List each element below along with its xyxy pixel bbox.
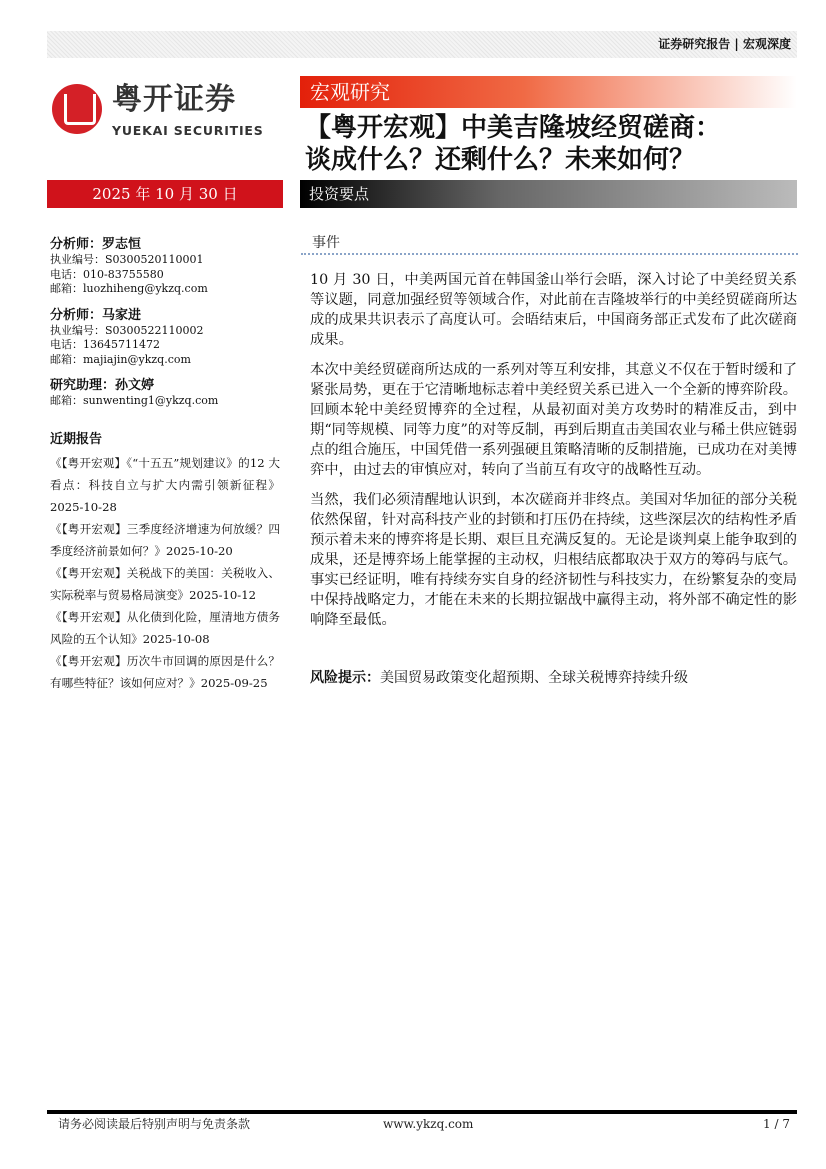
analyst-name: 分析师：罗志恒 xyxy=(50,237,142,252)
analyst-card xyxy=(50,307,280,368)
risk-label: 风险提示： xyxy=(310,670,380,686)
risk-text: 美国贸易政策变化超预期、全球关税博弈持续升级 xyxy=(380,670,688,686)
key-points-bar: 投资要点 xyxy=(300,180,797,208)
analyst-name: 分析师：马家进 xyxy=(50,307,142,323)
analyst-id: 执业编号：S0300520110001 xyxy=(50,253,204,266)
company-logo xyxy=(52,82,284,142)
footer-disclaimer[interactable]: 请务必阅读最后特别声明与免责条款 xyxy=(58,1117,251,1131)
main-content xyxy=(310,234,797,688)
assistant-name: 研究助理：孙文婷 xyxy=(50,378,155,393)
analyst-card xyxy=(50,236,280,297)
logo-en: YUEKAI SECURITIES xyxy=(112,123,264,138)
analyst-id: 执业编号：S0300522110002 xyxy=(50,323,204,337)
title-line: 【粤开宏观】中美吉隆坡经贸磋商： xyxy=(305,113,722,143)
section-band xyxy=(300,76,797,108)
recent-reports-list xyxy=(50,452,280,694)
recent-report-item[interactable]: 《【粤开宏观】关税战下的美国：关税收入、实际税率与贸易格局演变》2025-10-12 xyxy=(50,565,280,602)
recent-report-item[interactable]: 《【粤开宏观】三季度经济增速为何放缓？四季度经济前景如何？》2025-10-20 xyxy=(50,521,280,558)
header-band xyxy=(47,31,797,58)
logo-cn: 粤开证券 xyxy=(112,82,236,117)
body-paragraph: 10 月 30 日，中美两国元首在韩国釜山举行会晤，深入讨论了中美经贸关系等议题，同意加强经贸等领域合作，对此前在吉隆坡举行的中美经贸磋商所达成的成果共识表示了高度认可。会晤结束后，中国商务部正式发布了此次磋商成果。 xyxy=(310,272,797,348)
title-line: 谈成什么？还剩什么？未来如何？ xyxy=(305,145,696,175)
logo-icon xyxy=(52,84,102,134)
recent-report-item[interactable]: 《【粤开宏观】《“十五五”规划建议》的12 大看点：科技自立与扩大内需引领新征程》2025-10-28 xyxy=(50,455,280,514)
body-paragraph: 当然，我们必须清醒地认识到，本次磋商并非终点。美国对华加征的部分关税依然保留，针对高科技产业的封锁和打压仍在持续，这些深层次的结构性矛盾预示着未来的博弈将是长期、艰巨且充满反复的。无论是谈判桌上能争取到的成果，还是博弈场上能掌握的主动权，归根结底都取决于双方的筹码与底气。事实已经证明，唯有持续夯实自身的经济韧性与科技实力，在纷繁复杂的变局中保持战略定力，才能在未来的长期拉锯战中赢得主动，将外部不确定性的影响降至最低。 xyxy=(310,492,797,628)
analyst-phone: 电话：010-83755580 xyxy=(50,267,164,281)
body-paragraph: 本次中美经贸磋商所达成的一系列对等互利安排，其意义不仅在于暂时缓和了紧张局势，更在于它清晰地标志着中美经贸关系已进入一个全新的博弈阶段。回顾本轮中美经贸博弈的全过程，从最初面对美方攻势时的精准反击，到中期“同等规模、同等力度”的对等反制，再到后期直击美国农业与稀土供应链弱点的组合施压，中国凭借一系列强硬且策略清晰的反制措施，已成功在对美博弈中，由过去的审慎应对，转向了当前互有攻守的战略性互动。 xyxy=(310,362,797,478)
divider xyxy=(301,253,798,255)
event-heading: 事件 xyxy=(312,235,340,251)
footer-divider xyxy=(47,1110,797,1114)
risk-warning xyxy=(310,668,797,688)
footer-website[interactable]: www.ykzq.com xyxy=(383,1117,474,1131)
section-label: 宏观研究 xyxy=(310,80,390,104)
report-date: 2025 年 10 月 30 日 xyxy=(47,180,283,208)
report-category: 证券研究报告 | 宏观深度 xyxy=(658,37,791,51)
assistant-email[interactable]: 邮箱：sunwenting1@ykzq.com xyxy=(50,394,219,407)
report-title xyxy=(305,112,805,176)
recent-reports-heading: 近期报告 xyxy=(50,431,103,447)
page-number: 1 / 7 xyxy=(763,1117,790,1131)
sidebar xyxy=(50,236,280,694)
assistant-card xyxy=(50,377,280,409)
analyst-email[interactable]: 邮箱：luozhiheng@ykzq.com xyxy=(50,282,208,295)
analyst-email[interactable]: 邮箱：majiajin@ykzq.com xyxy=(50,352,191,366)
recent-report-item[interactable]: 《【粤开宏观】历次牛市回调的原因是什么？有哪些特征？该如何应对？》2025-09-25 xyxy=(50,653,280,690)
analyst-phone: 电话：13645711472 xyxy=(50,338,160,351)
recent-report-item[interactable]: 《【粤开宏观】从化债到化险，厘清地方债务风险的五个认知》2025-10-08 xyxy=(50,609,280,646)
